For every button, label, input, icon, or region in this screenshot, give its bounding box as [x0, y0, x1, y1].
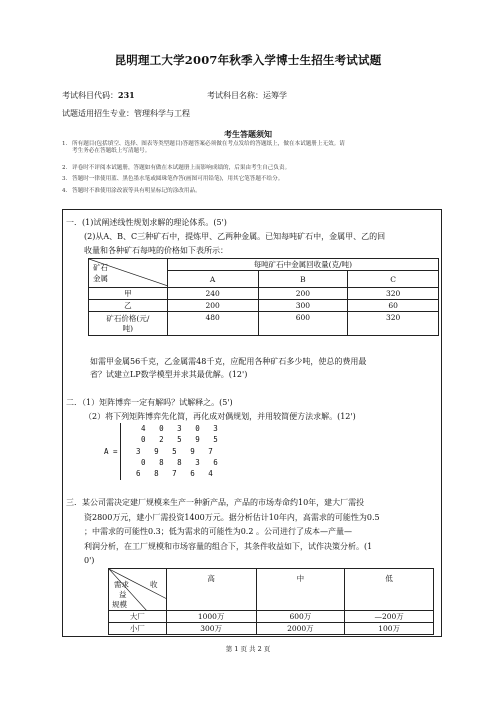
subject-code-label: 考试科目代码： [62, 91, 118, 100]
exam-title: 昆明理工大学2007年秋季入学博士生招生考试试题 [114, 53, 382, 67]
q2-line-2: （2）将下列矩阵博弈先化简，再化成对偶规划，并用较简便方法求解。(12') [84, 412, 356, 421]
row-label: 乙 [89, 300, 168, 312]
payoff-matrix [136, 423, 218, 479]
table-cell: 200 [167, 300, 258, 312]
col-header: 中 [256, 569, 345, 611]
notice-text: 所有题目(包括填空、选择、图表等类型题目)答题答案必须做在考点发给的答题纸上，做在本试题册上无效。请 [72, 141, 345, 147]
table-cell: 240 [167, 288, 258, 300]
notice-item [62, 188, 442, 195]
table-cell: 200 [258, 288, 348, 300]
row-label: 小厂 [109, 623, 167, 635]
table-cell: 1000万 [166, 611, 256, 623]
table-cell: 300 [258, 300, 348, 312]
q1-line-2: (2)从A、B、C三种矿石中，提炼甲、乙两种金属。已知每吨矿石中，金属甲、乙的回 [84, 232, 386, 241]
corner-scale: 规模 [112, 600, 127, 609]
major [62, 108, 190, 119]
ore-table [88, 258, 439, 336]
notice-cont: 考生务必在答题纸上写清题号。 [72, 148, 151, 154]
subject-name [207, 90, 287, 101]
q3-line-5: 0') [84, 556, 95, 565]
q3-line-2: 资2800万元，建小厂需投资1400万元。据分析估计10年内，高需求的可能性为0.5 [84, 513, 380, 522]
subject-code-value: 231 [118, 90, 135, 100]
price-label [89, 312, 168, 336]
corner-top-label: 矿石 [93, 263, 108, 272]
price-cell: 600 [258, 312, 348, 336]
corner-bottom-label: 金属 [93, 274, 108, 283]
col-header: C [348, 271, 439, 288]
q3-line-1: 三．某公司需决定建厂规模来生产一种新产品，产品的市场寿命约10年，建大厂需投 [66, 498, 365, 507]
notice-num: 4． [62, 188, 72, 194]
notice-item [62, 141, 442, 155]
q3-line-4: 利润分析，在工厂规模和市场容量的组合下，其条件收益如下，试作决策分析。(1 [84, 542, 373, 551]
price-cell: 480 [167, 312, 258, 336]
table-cell: 300万 [166, 623, 256, 635]
notice-item [62, 176, 442, 183]
subject-code [62, 90, 135, 101]
matrix-label: A = [104, 447, 118, 456]
table-cell: —200万 [345, 611, 434, 623]
matrix-row: 0 8 8 3 6 [141, 457, 218, 467]
col-header: 低 [345, 569, 434, 611]
corner-diagonal [89, 259, 168, 286]
q1-line-1: 一．(1)试阐述线性规划求解的理论体系。(5') [66, 218, 227, 227]
matrix-row: 3 9 5 9 7 [136, 446, 213, 456]
price-label-2: 吨) [122, 323, 134, 333]
notice-num: 3． [62, 176, 72, 182]
notice-item [62, 165, 442, 172]
notice-num: 1． [62, 141, 72, 147]
notice-num: 2． [62, 165, 72, 171]
q2-line-1: 二．（1）矩阵博弈一定有解吗？试解释之。(5') [66, 398, 233, 407]
notice-title: 考生答题须知 [224, 129, 272, 139]
price-label-1: 矿石价格(元/ [106, 313, 150, 323]
notice-text: 答题时不准使用涂改液等具有明显标记的涂改用品。 [72, 188, 201, 194]
matrix-row: 6 8 7 6 4 [136, 469, 213, 479]
q1-line-4: 如需甲金属56千克，乙金属需48千克，应配用各种矿石多少吨，使总的费用最 [90, 357, 367, 366]
matrix-row: 4 0 3 0 3 [141, 424, 218, 433]
page-footer: 第 1 页 共 2 页 [225, 645, 271, 653]
corner-demand: 需求 [114, 580, 129, 589]
matrix-row: 0 2 5 9 5 [141, 435, 218, 445]
ore-table-span-header: 每吨矿石中金属回收量(克/吨) [167, 259, 438, 271]
col-header: 高 [166, 569, 256, 611]
col-header: A [167, 271, 258, 288]
row-label: 甲 [89, 288, 168, 300]
table-cell: 2000万 [256, 623, 345, 635]
subject-name-value: 运筹学 [263, 91, 287, 100]
corner-gain-1: 收 [150, 580, 158, 589]
table-cell: 100万 [345, 623, 434, 635]
table-cell: 320 [348, 288, 439, 300]
table-cell: 600万 [256, 611, 345, 623]
major-value: 管理科学与工程 [134, 109, 190, 118]
table-cell: 60 [348, 300, 439, 312]
notice-text: 评卷时不评阅本试题册，答题如有做在本试题册上而影响成绩的，后果由考生自己负责。 [72, 165, 291, 171]
q1-line-3: 收量和各种矿石每吨的价格如下表所示： [84, 246, 228, 255]
major-label: 试题适用招生专业： [62, 109, 134, 118]
corner-gain-2: 益 [119, 590, 127, 599]
subject-name-label: 考试科目名称： [207, 91, 263, 100]
row-label: 大厂 [109, 611, 167, 623]
matrix-bracket [120, 423, 121, 480]
col-header: B [258, 271, 348, 288]
ore-table-corner [89, 259, 168, 288]
payoff-table [108, 568, 434, 635]
payoff-table-corner [109, 569, 167, 611]
q1-line-5: 省？试建立LP数学模型并求其最优解。(12') [90, 370, 248, 379]
notice-text: 答题时一律使用蓝、黑色墨水笔或圆珠笔作答(画图可用铅笔)，用其它笔答题不给分。 [72, 176, 284, 182]
q3-line-3: ；中需求的可能性0.3；低为需求的可能性为0.2 。公司进行了成本—产量— [84, 527, 352, 536]
price-cell: 320 [348, 312, 439, 336]
